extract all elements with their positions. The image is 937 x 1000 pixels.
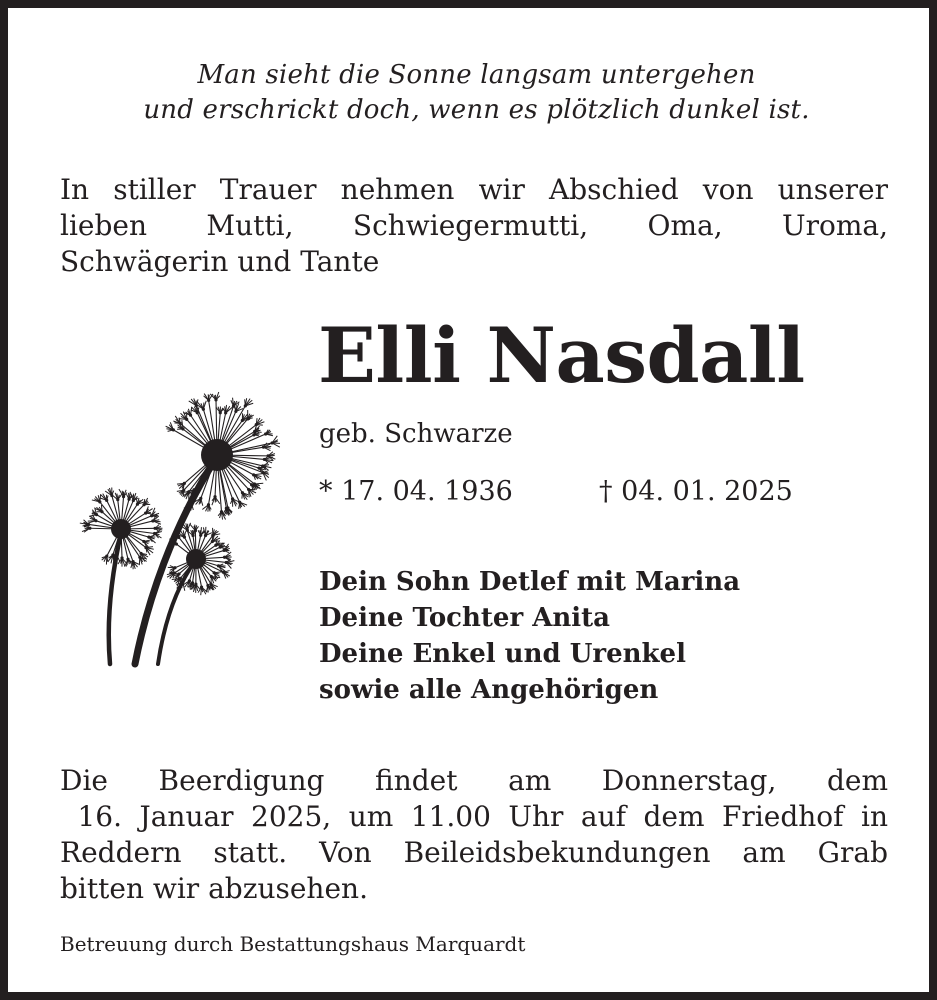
intro-line: lieben Mutti, Schwiegermutti, Oma, Uroma, — [60, 209, 888, 242]
intro-text — [60, 172, 888, 280]
mourner-line: Deine Enkel und Urenkel — [319, 639, 686, 669]
maiden-name: geb. Schwarze — [319, 419, 513, 449]
memorial-quote — [16, 58, 937, 128]
quote-line: Man sieht die Sonne langsam untergehen — [197, 60, 756, 90]
birth-date: * 17. 04. 1936 — [319, 476, 513, 507]
deceased-name: Elli Nasdall — [318, 311, 805, 400]
intro-line: Schwägerin und Tante — [60, 245, 380, 278]
intro-line: In stiller Trauer nehmen wir Abschied von unserer — [60, 173, 888, 206]
funeral-line: Die Beerdigung findet am Donnerstag, dem — [60, 764, 888, 797]
quote-line: und erschrickt doch, wenn es plötzlich dunkel ist. — [143, 95, 810, 125]
mourner-line: Deine Tochter Anita — [319, 603, 611, 633]
funeral-line: bitten wir abzusehen. — [60, 872, 368, 905]
mourner-line: sowie alle Angehörigen — [319, 675, 659, 705]
funeral-details — [60, 763, 888, 907]
dandelion-icon — [68, 383, 288, 678]
funeral-line: 16. Januar 2025, um 11.00 Uhr auf dem Friedhof in — [60, 800, 888, 833]
death-date: † 04. 01. 2025 — [599, 476, 793, 507]
mourners-list — [319, 564, 740, 708]
mourner-line: Dein Sohn Detlef mit Marina — [319, 567, 741, 597]
funeral-line: Reddern statt. Von Beileidsbekundungen am Grab — [60, 836, 888, 869]
funeral-home-credit: Betreuung durch Bestattungshaus Marquardt — [60, 932, 526, 956]
